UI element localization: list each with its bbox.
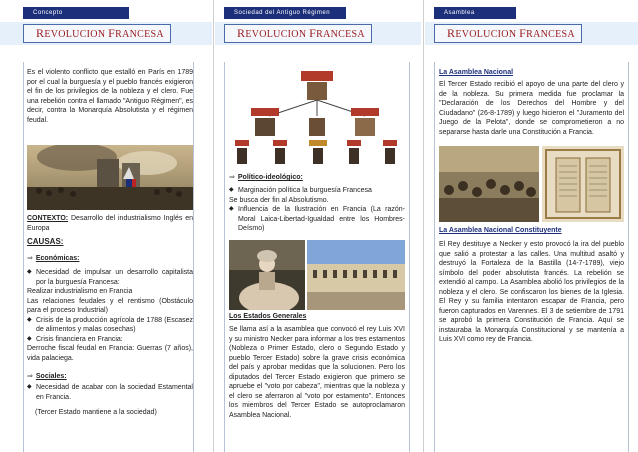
- versailles-photo: [307, 240, 405, 310]
- econ-list: ◆ Necesidad de impulsar un desarrollo capitalista por la burguesía Francesa: Realizar industrialismo en Francia Las relaciones feudales y el rentismo (Obstáculo para el proceso Industrial) ◆ Crisis de la producción agrícola de 1788 (Escasez de alimentos y malas cosechas) ◆ Crisis financiera en Francia: Derroche fiscal feudal en Francia: Guerras (7 años), vida palaciega.: [27, 269, 193, 362]
- panel-concepto: [0, 0, 212, 452]
- diamond-bullet-icon: ◆: [27, 384, 32, 390]
- panel-divider-2: [423, 0, 424, 452]
- sociales-heading: ⇒ Sociales:: [27, 373, 67, 380]
- estados-heading: Los Estados Generales: [229, 313, 307, 320]
- page-title: REVOLUCION FRANCESA: [23, 24, 171, 43]
- causas-heading: CAUSAS:: [27, 237, 64, 246]
- section-tab: Asamblea: [434, 7, 516, 19]
- oath-painting: [439, 146, 539, 222]
- panel-sociedad: [215, 0, 421, 452]
- society-diagram: [229, 68, 405, 166]
- panel-divider-1: [213, 0, 214, 452]
- diamond-bullet-icon: ◆: [229, 206, 234, 212]
- estados-paragraph: Se llama así a la asamblea que convocó el rey Luis XVI y su ministro Necker para informar a los tres estamentos (Nobleza o Primer Estado, clero o Segundo Estado y pueblo Tercer Estado) sobre la grave crisis económica del país y aprobar medidas que la solucionen. Pero los diputados del Tercer Estado exigieron que primero se apruebe el "voto por cabeza", mientras que la nobleza y el clero se aferraron al "voto por estamento". Entonces los miembros del Tercer Estado se autoproclamaron Asamblea Nacional.: [229, 326, 405, 419]
- asamblea-heading: La Asamblea Nacional: [439, 69, 514, 76]
- section-tab: Sociedad del Antiguo Régimen: [224, 7, 346, 19]
- asamblea-paragraph: El Tercer Estado recibió el apoyo de una parte del clero y de la nobleza. Su primera medida fue proclamar la "Declaración de los Derechos del Hombre y del Ciudadano" (26-8-1789) y luego hicieron el "Juramento del Juego de la Pelota", donde se comprometieron a no separarse hasta darle una Constitución a Francia.: [439, 81, 624, 136]
- politico-list: ◆ Marginación política la burguesía Francesa Se busca der fin al Absolutismo. ◆ Influencia de la Ilustración en Francia (La razón-Moral Laica-Libertad-Igualdad entre los Hombres-Deísmo): [229, 187, 405, 232]
- panel-asamblea: [425, 0, 638, 452]
- constituyente-paragraph: El Rey destituye a Necker y esto provocó la ira del pueblo que salió a protestar a las calles. Una multitud asaltó y destruyó la Fortaleza de la Bastilla (14-7-1789), viejo símbolo del poder absolutista francés. La rebelión se extendió al campo. La Asamblea abolió los privilegios de la nobleza y el clero. Se confiscaron los bienes de la Iglesia. El Rey y su familia intentaron escapar de Francia, pero fueron capturados en Varennes. El 3 de setiembre de 1791 se aprobó la primera Constitución de Francia. Aquí se instauraba la Monarquía Constitucional y se mantenía a Luis XVI como rey de Francia.: [439, 241, 624, 343]
- bastille-painting: [27, 145, 193, 210]
- diamond-bullet-icon: ◆: [27, 269, 32, 275]
- diamond-bullet-icon: ◆: [27, 335, 32, 342]
- page-title: REVOLUCION FRANCESA: [224, 24, 372, 43]
- diamond-bullet-icon: ◆: [229, 187, 234, 193]
- economicas-heading: ⇒ Económicas:: [27, 255, 80, 262]
- portrait-painting: [229, 240, 305, 310]
- diamond-bullet-icon: ◆: [27, 316, 32, 323]
- soc-list: ◆ Necesidad de acabar con la sociedad Estamental en Francia. (Tercer Estado mantiene a la sociedad): [27, 384, 193, 416]
- page-title: REVOLUCION FRANCESA: [434, 24, 582, 43]
- declaration-image: [542, 146, 624, 222]
- politico-heading: ⇒ Político-ideológico:: [229, 174, 303, 181]
- contexto: CONTEXTO: Desarrollo del industrialismo Inglés en Europa: [27, 215, 194, 232]
- constituyente-heading: La Asamblea Nacional Constituyente: [439, 227, 562, 234]
- intro-paragraph: Es el violento conflicto que estalló en París en 1789 por el cual la burguesía y el pueblo francés exigieron el fin de los privilegios de la nobleza y el clero. Fue una rebelión contra el llamado "Antiguo Régimen", es decir, contra la Monarquía Absolutista y el régimen feudal.: [27, 69, 193, 124]
- section-tab: Concepto: [23, 7, 129, 19]
